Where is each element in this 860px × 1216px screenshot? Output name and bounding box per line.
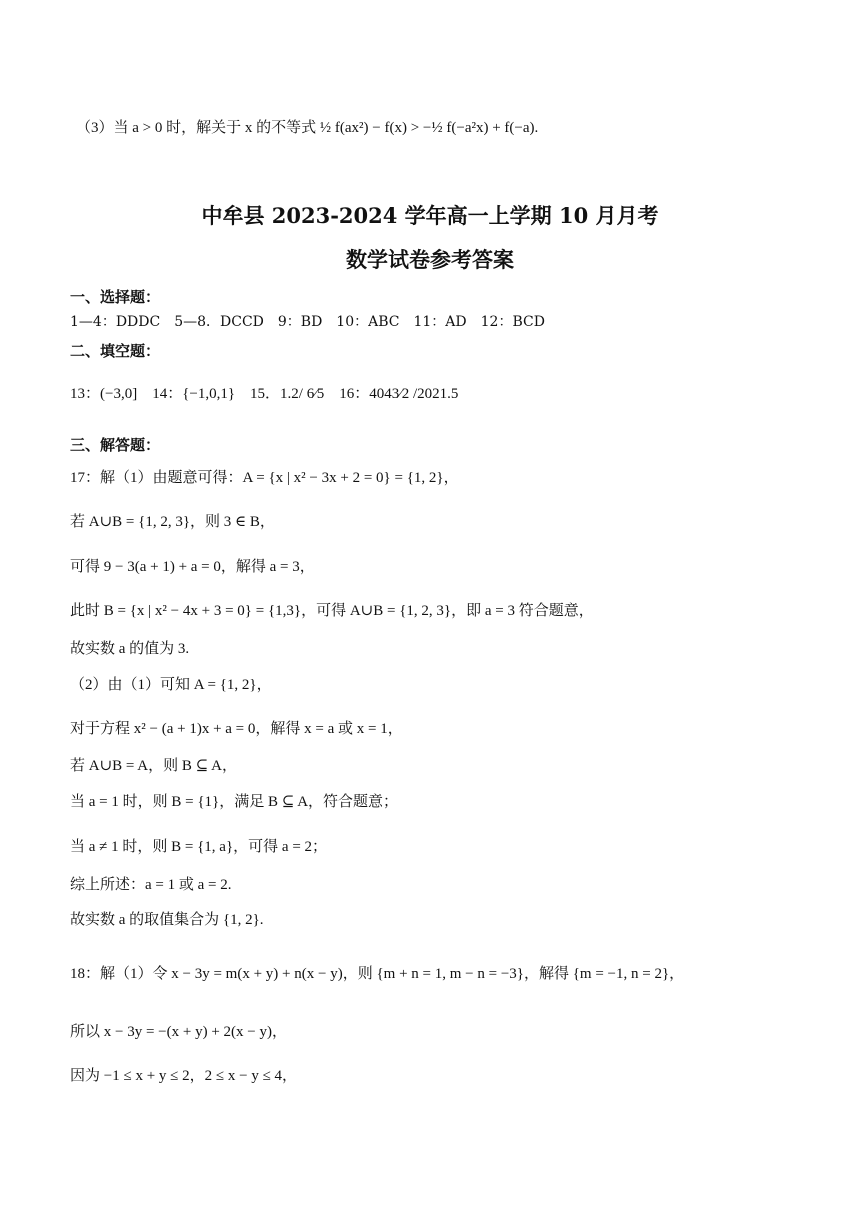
page-title: 中牟县 2023-2024 学年高一上学期 10 月月考 xyxy=(201,203,659,228)
solution-line: 若 A∪B = {1, 2, 3}，则 3 ∈ B， xyxy=(70,514,275,530)
solution-line: 综上所述：a = 1 或 a = 2. xyxy=(70,877,232,893)
solution-line: 当 a = 1 时，则 B = {1}，满足 B ⊆ A，符合题意； xyxy=(70,794,399,810)
choice-answers: 1—4：DDDC 5—8．DCCD 9：BD 10：ABC 11：AD 12：BCD xyxy=(70,314,545,330)
question-3: （3）当 a > 0 时，解关于 x 的不等式 ½ f(ax²) − f(x) > −½ f(−a²x) + f(−a). xyxy=(76,120,539,136)
fill-answers: 13：(−3,0] 14：{−1,0,1} 15．1.2/ 6⁄5 16：4043⁄2 /2021.5 xyxy=(70,386,459,402)
solution-line: 故实数 a 的值为 3. xyxy=(70,641,190,657)
section-heading-fill: 二、填空题： xyxy=(70,342,161,360)
solution-line: 可得 9 − 3(a + 1) + a = 0，解得 a = 3， xyxy=(70,559,315,575)
solution-line: 此时 B = {x | x² − 4x + 3 = 0} = {1,3}，可得 A∪B = {1, 2, 3}，即 a = 3 符合题意， xyxy=(70,603,594,619)
solution-line: 若 A∪B = A，则 B ⊆ A， xyxy=(70,758,237,774)
solution-line: 因为 −1 ≤ x + y ≤ 2，2 ≤ x − y ≤ 4， xyxy=(70,1068,298,1084)
solution-line: 所以 x − 3y = −(x + y) + 2(x − y)， xyxy=(70,1024,287,1040)
section-heading-solution: 三、解答题： xyxy=(70,436,161,454)
solution-line: 17：解（1）由题意可得：A = {x | x² − 3x + 2 = 0} = {1, 2}， xyxy=(70,470,459,486)
solution-line: 故实数 a 的取值集合为 {1, 2}. xyxy=(70,912,264,928)
section-heading-choice: 一、选择题： xyxy=(70,288,161,306)
solution-line: （2）由（1）可知 A = {1, 2}， xyxy=(70,677,272,693)
solution-line: 对于方程 x² − (a + 1)x + a = 0，解得 x = a 或 x = 1， xyxy=(70,721,403,737)
page-subtitle: 数学试卷参考答案 xyxy=(346,247,514,272)
solution-line: 18：解（1）令 x − 3y = m(x + y) + n(x − y)，则 {m + n = 1, m − n = −3}，解得 {m = −1, n = 2}， xyxy=(70,966,685,982)
solution-line: 当 a ≠ 1 时，则 B = {1, a}，可得 a = 2； xyxy=(70,839,328,855)
